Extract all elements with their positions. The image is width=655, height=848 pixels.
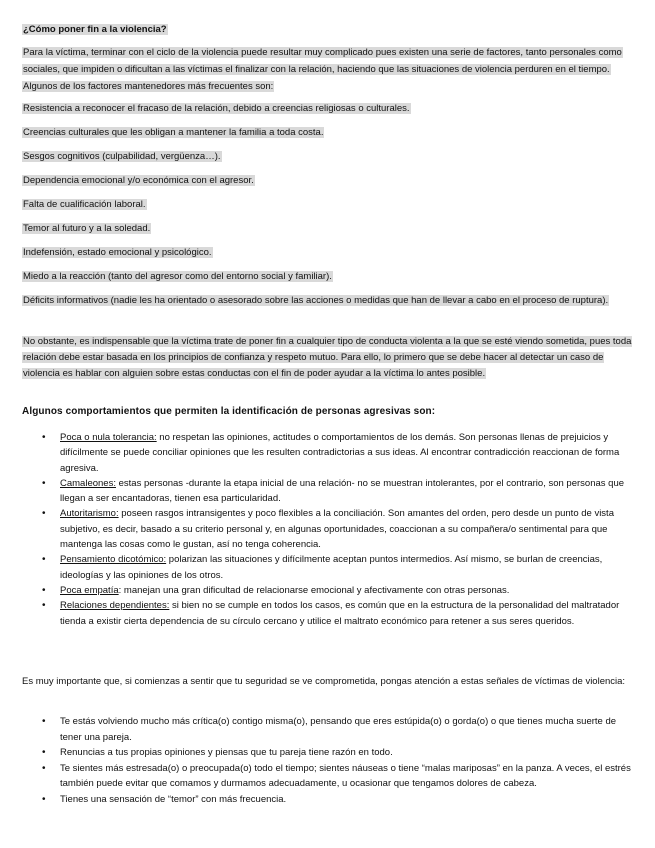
list-item: [42, 745, 632, 761]
list-item: [42, 714, 632, 745]
factor-text: Indefensión, estado emocional y psicológico.: [23, 247, 212, 258]
signal-text: Tienes una sensación de “temor” con más frecuencia.: [60, 793, 287, 805]
bullet-icon: •: [42, 554, 46, 566]
signals-list: [42, 714, 632, 807]
paragraph-victim-action-text: No obstante, es indispensable que la víctima trate de poner fin a cualquier tipo de conducta violenta a la que se esté viendo sometida, pues toda relación debe estar basada en los principios de confianza y respeto mutuo. Para ello, lo primero que se debe hacer al detectar un caso de violencia es hablar con alguien sobre estas conductas con el fin de poder ayudar a la víctima lo antes posible.: [23, 336, 632, 379]
list-item: [42, 430, 632, 476]
list-item: [42, 598, 632, 629]
factor-item: [22, 268, 622, 285]
section-heading: Algunos comportamientos que permiten la identificación de personas agresivas son:: [22, 406, 436, 417]
bullet-icon: •: [42, 716, 46, 727]
factor-text: Falta de cualificación laboral.: [23, 199, 146, 210]
bullet-icon: •: [42, 584, 46, 596]
title-text: ¿Cómo poner fin a la violencia?: [23, 24, 167, 35]
page-title: [22, 24, 168, 35]
factor-item: [22, 148, 622, 165]
behavior-term: Autoritarismo:: [60, 508, 119, 520]
factor-item: [22, 172, 622, 189]
list-item: [42, 792, 632, 808]
paragraph-victim-action: [22, 334, 632, 382]
bullet-icon: •: [42, 747, 46, 758]
behavior-term: Camaleones:: [60, 477, 116, 489]
factor-item: [22, 292, 622, 309]
factor-item: [22, 196, 622, 213]
factor-text: Déficits informativos (nadie les ha orientado o asesorado sobre las acciones o medidas que han de llevar a cabo en el proceso de ruptura).: [23, 295, 609, 306]
list-item: [42, 506, 632, 552]
list-item: [42, 476, 632, 507]
factor-text: Resistencia a reconocer el fracaso de la relación, debido a creencias religiosas o culturales.: [23, 103, 410, 114]
intro-paragraph: [22, 44, 622, 95]
signal-text: Renuncias a tus propias opiniones y piensas que tu pareja tiene razón en todo.: [60, 747, 393, 758]
factor-item: [22, 244, 622, 261]
bullet-icon: •: [42, 762, 46, 774]
factor-text: Dependencia emocional y/o económica con el agresor.: [23, 175, 254, 186]
behavior-term: Relaciones dependientes:: [60, 600, 170, 612]
bullet-icon: •: [42, 477, 46, 489]
bullet-icon: •: [42, 600, 46, 612]
factor-item: [22, 124, 622, 141]
list-item: [42, 583, 632, 598]
behavior-text: polarizan las situaciones y difícilmente aceptan puntos intermedios. Así mismo, se burlan de creencias, ideologías y las opiniones de los otros.: [60, 554, 603, 581]
behavior-text: estas personas -durante la etapa inicial de una relación- no se muestran intolerantes, por el contrario, son personas que llegan a ser encantadoras, tienen esa particularidad.: [60, 477, 625, 505]
behavior-term: Pensamiento dicotómico:: [60, 554, 167, 566]
list-item: [42, 552, 632, 583]
bullet-icon: •: [42, 793, 46, 805]
behavior-text: si bien no se cumple en todos los casos, es común que en la estructura de la personalidad del maltratador tienda a existir cierta dependencia de su círculo cercano y utilice el maltrato económico para retener a sus seres queridos.: [60, 600, 620, 627]
behavior-text: : manejan una gran dificultad de relacionarse emocional y afectivamente con otras personas.: [118, 584, 510, 596]
paragraph-warning-signs: Es muy importante que, si comienzas a sentir que tu seguridad se ve comprometida, pongas atención a estas señales de víctimas de violencia:: [22, 676, 626, 687]
behavior-term: Poca empatía: [60, 584, 119, 596]
intro-text: Para la víctima, terminar con el ciclo de la violencia puede resultar muy complicado pues existen una serie de factores, tanto personales como sociales, que impiden o dificultan a las víctimas el finalizar con la relación, haciendo que las situaciones de violencia perduren en el tiempo. Algunos de los factores mantenedores más frecuentes son:: [23, 47, 622, 92]
factor-item: [22, 100, 622, 117]
bullet-icon: •: [42, 432, 46, 443]
factor-text: Miedo a la reacción (tanto del agresor como del entorno social y familiar).: [23, 271, 332, 282]
behaviors-list: [42, 430, 632, 629]
factor-text: Sesgos cognitivos (culpabilidad, vergüenza…).: [23, 151, 221, 162]
behavior-text: no respetan las opiniones, actitudes o comportamientos de los demás. Son personas llenas de prejuicios y difícilmente se puede conciliar opiniones que les resulten contradictorias a sus ideas. Al encontrar contradicción reaccionan de forma agresiva.: [60, 432, 620, 474]
bullet-icon: •: [42, 508, 46, 520]
signal-text: Te sientes más estresada(o) o preocupada(o) todo el tiempo; sientes náuseas o tiene “malas mariposas” en la panza. A veces, el estrés también puede evitar que comamos y durmamos adecuadamente, u ocasionar que tengamos dolores de cabeza.: [60, 762, 631, 789]
factor-item: [22, 220, 622, 237]
behavior-term: Poca o nula tolerancia:: [60, 432, 157, 443]
factor-text: Temor al futuro y a la soledad.: [23, 223, 151, 234]
behavior-text: poseen rasgos intransigentes y poco flexibles a la conciliación. Son amantes del orden, pero desde un punto de vista subjetivo, es decir, basado a su criterio personal y, en algunas oportunidades, coaccionan a su compañera/o sentimental para que mantenga las cosas como le gustan, así no tenga coherencia.: [60, 508, 614, 551]
list-item: [42, 761, 632, 792]
signal-text: Te estás volviendo mucho más crítica(o) contigo misma(o), pensando que eres estúpida(o) o gorda(o) o que tienes mucha suerte de tener una pareja.: [60, 716, 617, 743]
factor-text: Creencias culturales que les obligan a mantener la familia a toda costa.: [23, 127, 324, 138]
